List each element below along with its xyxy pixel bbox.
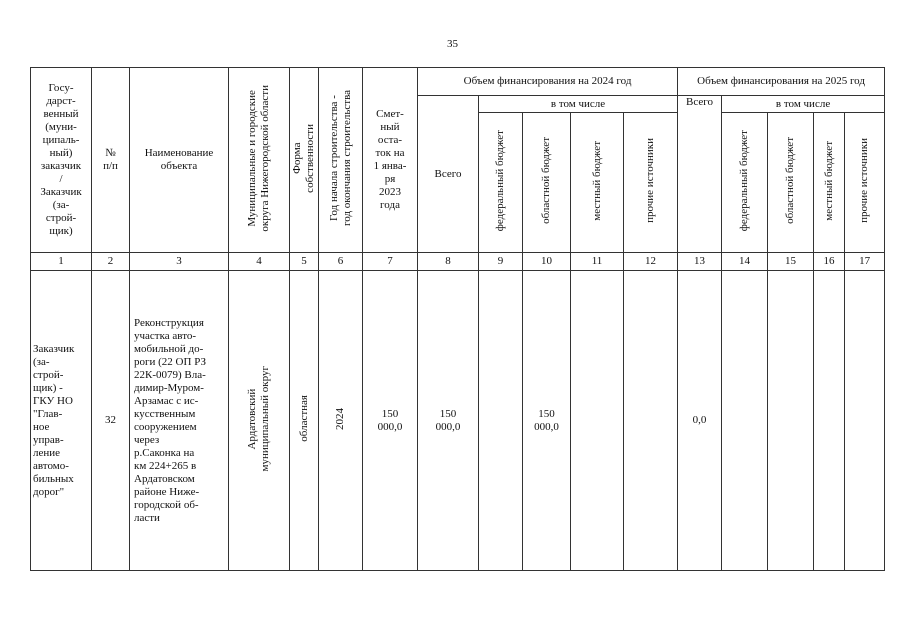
header-years: Год начала строительства - год окончания строительства [319, 68, 363, 253]
header-financing-2025: Объем финансирования на 2025 год [678, 68, 885, 96]
col-num: 12 [624, 253, 678, 271]
col-num: 7 [363, 253, 418, 271]
header-total-2025: Всего [678, 96, 722, 253]
header-financing-2024: Объем финансирования на 2024 год [418, 68, 678, 96]
row-number: 32 [92, 271, 130, 571]
row-other-2024 [624, 271, 678, 571]
header-federal-2024: федеральный бюджет [479, 113, 523, 253]
row-municipality: Ардатовский муниципальный округ [229, 271, 290, 571]
col-num: 9 [479, 253, 523, 271]
row-years: 2024 [319, 271, 363, 571]
col-num: 14 [722, 253, 768, 271]
col-num: 5 [290, 253, 319, 271]
header-regional-2025: областной бюджет [768, 113, 814, 253]
header-municipality: Муниципальные и городские округа Нижегородской области [229, 68, 290, 253]
row-regional-2024: 150 000,0 [523, 271, 571, 571]
row-total-2025: 0,0 [678, 271, 722, 571]
row-total-2024: 150 000,0 [418, 271, 479, 571]
header-including-2025: в том числе [722, 96, 885, 113]
row-other-2025 [845, 271, 885, 571]
col-num: 3 [130, 253, 229, 271]
row-local-2024 [571, 271, 624, 571]
header-number: № п/п [92, 68, 130, 253]
header-customer: Госу- дарст- венный (муни- ципаль- ный) заказчик / Заказчик (за- строй- щик) [31, 68, 92, 253]
header-ownership: Форма собственности [290, 68, 319, 253]
header-local-2025: местный бюджет [814, 113, 845, 253]
col-num: 6 [319, 253, 363, 271]
header-other-2024: прочие источники [624, 113, 678, 253]
col-num: 1 [31, 253, 92, 271]
row-regional-2025 [768, 271, 814, 571]
header-total-2024: Всего [418, 96, 479, 253]
row-federal-2025 [722, 271, 768, 571]
col-num: 11 [571, 253, 624, 271]
row-local-2025 [814, 271, 845, 571]
page-number: 35 [447, 38, 458, 50]
row-ownership: областная [290, 271, 319, 571]
col-num: 10 [523, 253, 571, 271]
header-balance: Смет- ный оста- ток на 1 янва- ря 2023 года [363, 68, 418, 253]
row-customer: Заказчик (за- строй- щик) - ГКУ НО "Глав- ное управ- ление автомо- бильных дорог" [31, 271, 92, 571]
financing-table [30, 67, 885, 571]
col-num: 4 [229, 253, 290, 271]
col-num: 15 [768, 253, 814, 271]
column-numbers-row [31, 253, 885, 271]
header-object-name: Наименование объекта [130, 68, 229, 253]
col-num: 2 [92, 253, 130, 271]
header-local-2024: местный бюджет [571, 113, 624, 253]
header-including-2024: в том числе [479, 96, 678, 113]
col-num: 17 [845, 253, 885, 271]
row-balance: 150 000,0 [363, 271, 418, 571]
header-other-2025: прочие источники [845, 113, 885, 253]
row-object-name: Реконструкция участка авто- мобильной до- роги (22 ОП РЗ 22К-0079) Вла- димир-Муром- Арзамас с ис- кусственным сооружением через р.Саконка на км 224+265 в Ардатовском районе Ниже- городской об- ласти [130, 271, 229, 571]
col-num: 8 [418, 253, 479, 271]
header-regional-2024: областной бюджет [523, 113, 571, 253]
header-federal-2025: федеральный бюджет [722, 113, 768, 253]
col-num: 16 [814, 253, 845, 271]
col-num: 13 [678, 253, 722, 271]
row-federal-2024 [479, 271, 523, 571]
table-row [31, 271, 885, 571]
